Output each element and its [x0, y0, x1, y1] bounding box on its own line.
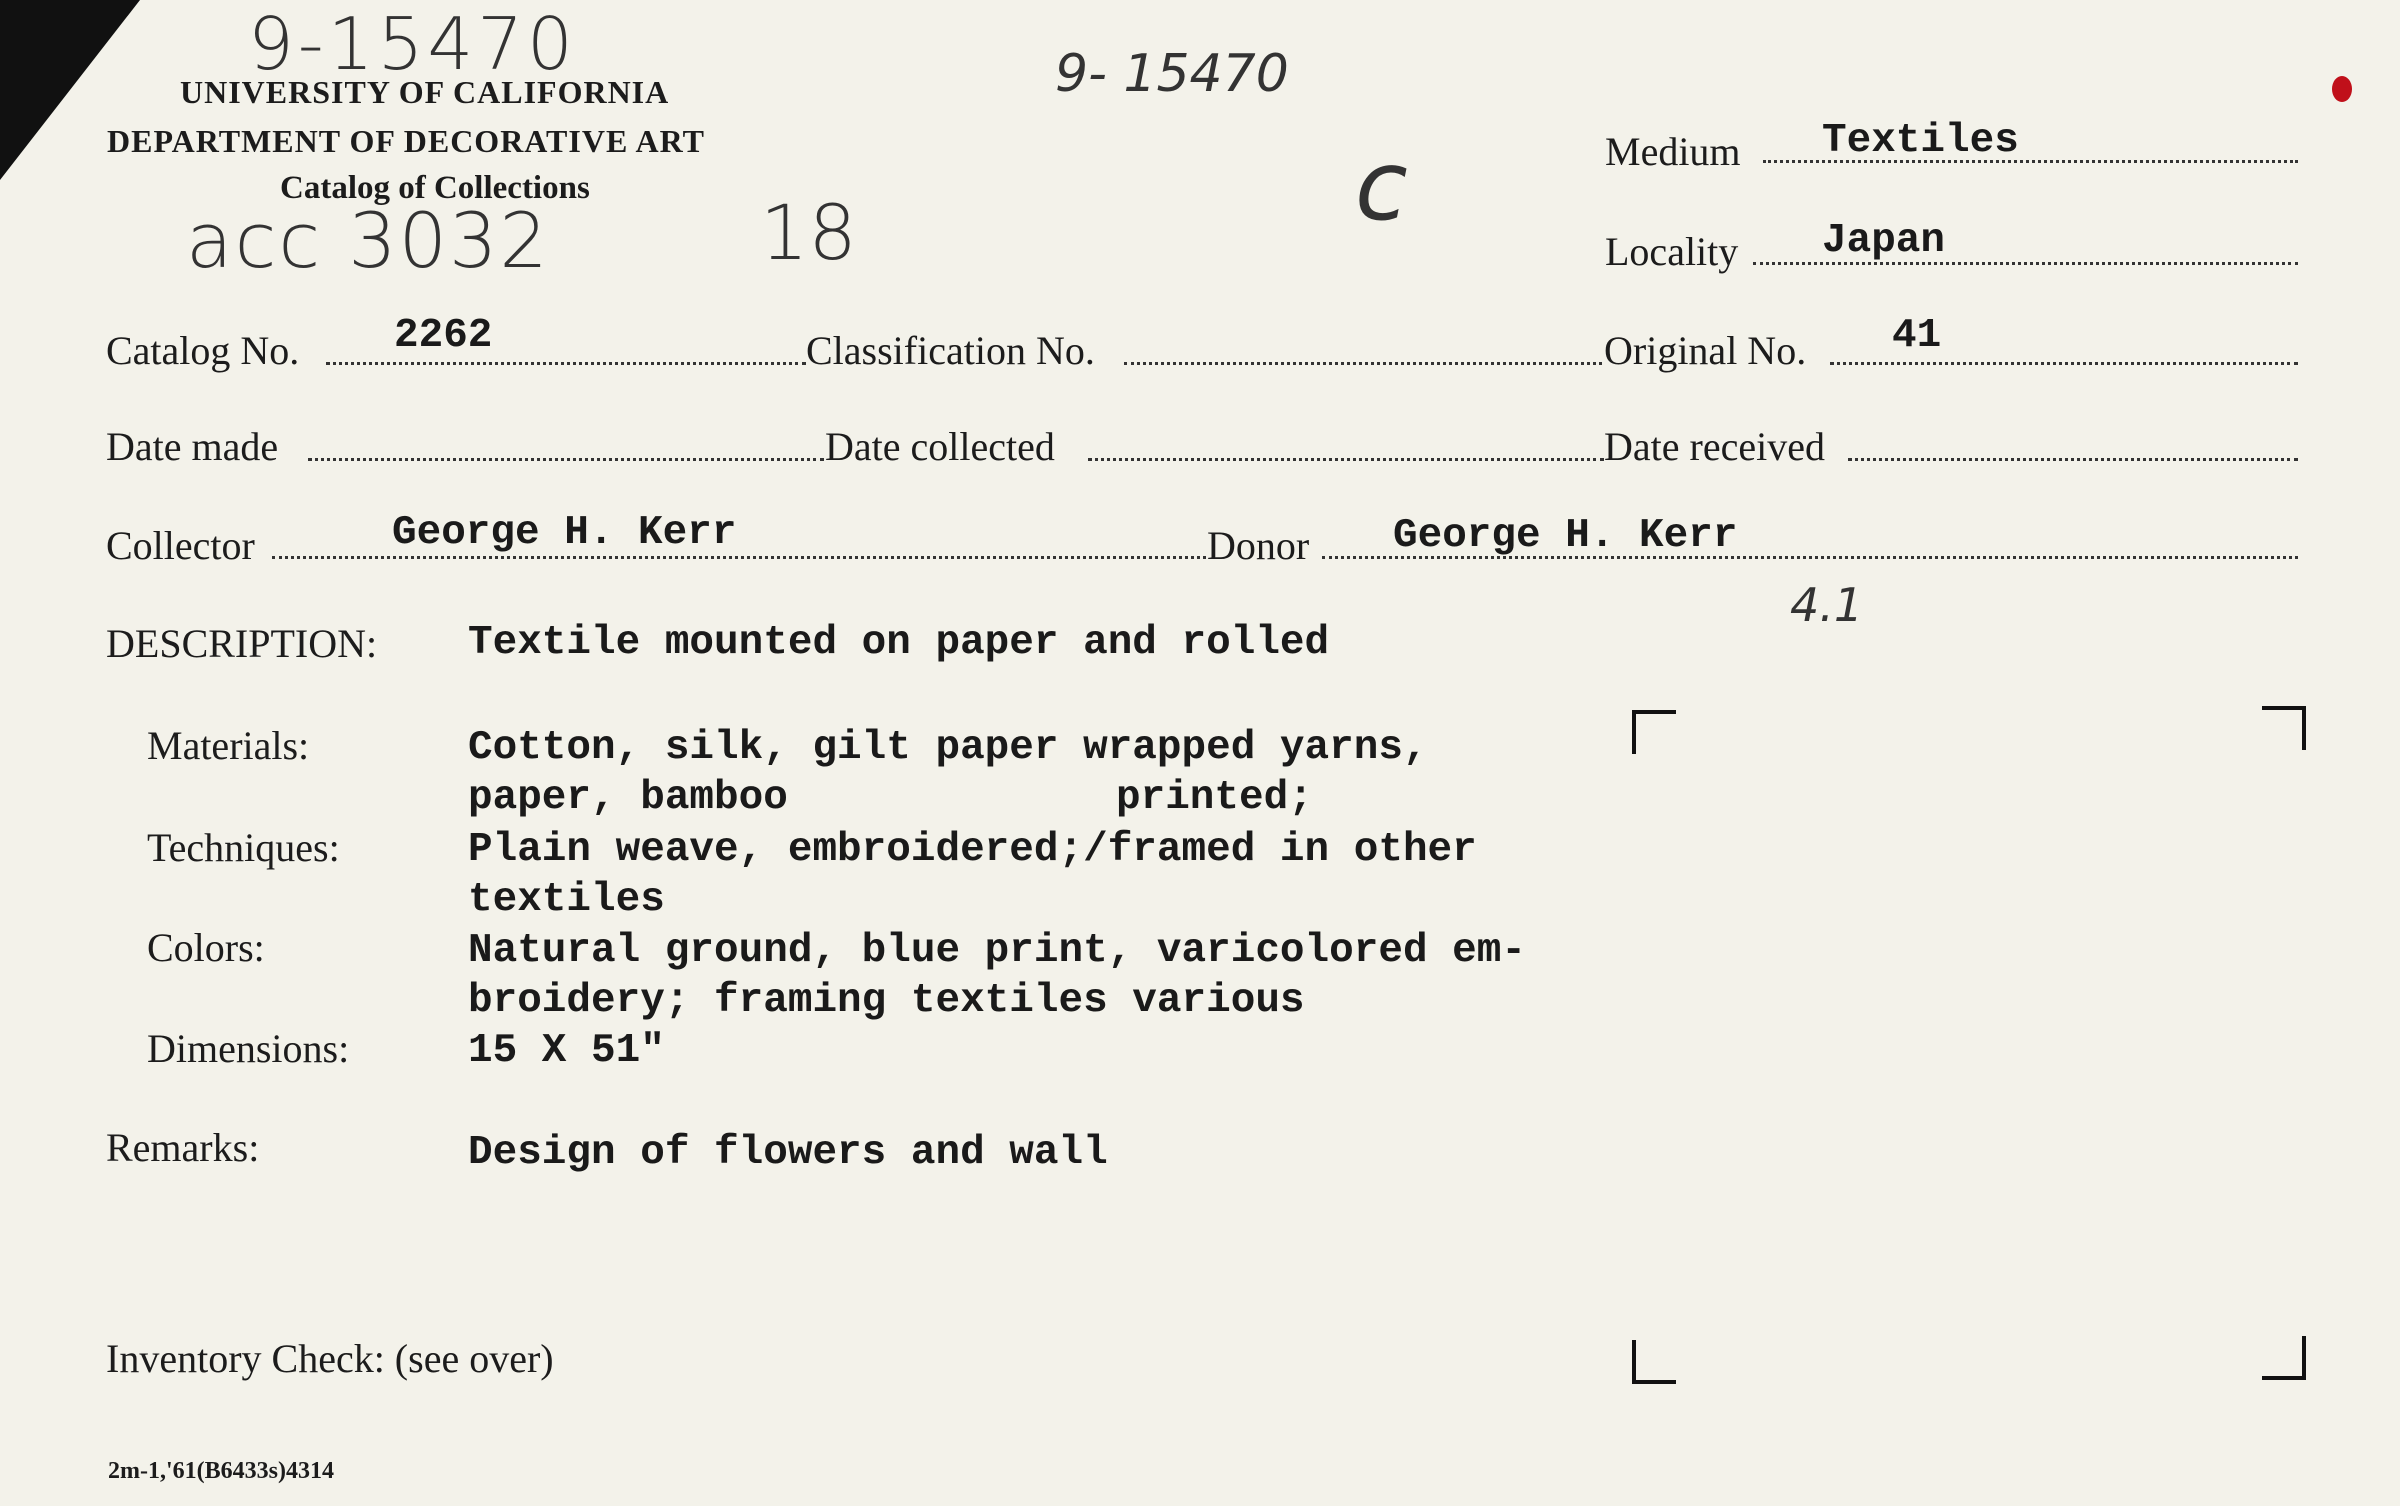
description-value: Textile mounted on paper and rolled — [468, 620, 1330, 666]
techniques-label: Techniques: — [147, 825, 340, 870]
handwritten-18: 18 — [760, 188, 857, 277]
handwritten-acc-number: acc 3032 — [186, 196, 550, 285]
handwritten-4-1: 4.1 — [1790, 578, 1864, 632]
classification-no-line — [1124, 362, 1602, 365]
remarks-label: Remarks: — [106, 1125, 260, 1170]
materials-label: Materials: — [147, 723, 310, 768]
date-received-line — [1848, 458, 2298, 461]
date-received-label: Date received — [1604, 424, 1825, 469]
original-no-label: Original No. — [1604, 328, 1807, 373]
date-made-label: Date made — [106, 424, 279, 469]
dimensions-label: Dimensions: — [147, 1026, 350, 1071]
materials-line-2: paper, bamboo — [468, 775, 788, 821]
crop-mark-top-right — [2262, 706, 2306, 750]
locality-value: Japan — [1822, 218, 1946, 264]
remarks-value: Design of flowers and wall — [468, 1130, 1108, 1176]
original-no-line — [1830, 362, 2298, 365]
description-label: DESCRIPTION: — [106, 621, 378, 666]
dimensions-value: 15 X 51" — [468, 1028, 665, 1074]
techniques-line-2: textiles — [468, 877, 665, 923]
print-code: 2m-1,'61(B6433s)4314 — [108, 1458, 334, 1484]
crop-mark-bottom-left — [1632, 1340, 1676, 1384]
collector-line — [272, 556, 1206, 559]
colors-line-1: Natural ground, blue print, varicolored em- — [468, 928, 1526, 974]
inventory-check: Inventory Check: (see over) — [106, 1336, 554, 1381]
department-heading: DEPARTMENT OF DECORATIVE ART — [107, 123, 705, 159]
red-dot-mark — [2332, 76, 2352, 102]
colors-label: Colors: — [147, 925, 265, 970]
printed-insert: printed; — [1116, 775, 1313, 821]
locality-label: Locality — [1605, 229, 1739, 274]
handwritten-c: c — [1355, 130, 1408, 242]
catalog-no-line — [326, 362, 806, 365]
catalog-title: Catalog of Collections — [280, 170, 590, 206]
handwritten-number-mid: 9- 15470 — [1055, 44, 1289, 104]
materials-line-1: Cotton, silk, gilt paper wrapped yarns, — [468, 725, 1428, 771]
handwritten-number-top: 9-15470 — [248, 2, 577, 86]
medium-label: Medium — [1605, 129, 1741, 174]
donor-value: George H. Kerr — [1393, 513, 1738, 559]
university-heading: UNIVERSITY OF CALIFORNIA — [180, 74, 670, 110]
donor-label: Donor — [1207, 523, 1310, 568]
date-made-line — [308, 458, 824, 461]
catalog-no-label: Catalog No. — [106, 328, 300, 373]
classification-no-label: Classification No. — [806, 328, 1095, 373]
catalog-no-value: 2262 — [394, 313, 493, 359]
collector-label: Collector — [106, 523, 255, 568]
medium-value: Textiles — [1822, 118, 2019, 164]
date-collected-line — [1088, 458, 1604, 461]
crop-mark-top-left — [1632, 710, 1676, 754]
techniques-line-1: Plain weave, embroidered;/framed in other — [468, 827, 1477, 873]
date-collected-label: Date collected — [825, 424, 1055, 469]
collector-value: George H. Kerr — [392, 510, 737, 556]
original-no-value: 41 — [1892, 313, 1942, 359]
colors-line-2: broidery; framing textiles various — [468, 978, 1305, 1024]
crop-mark-bottom-right — [2262, 1336, 2306, 1380]
